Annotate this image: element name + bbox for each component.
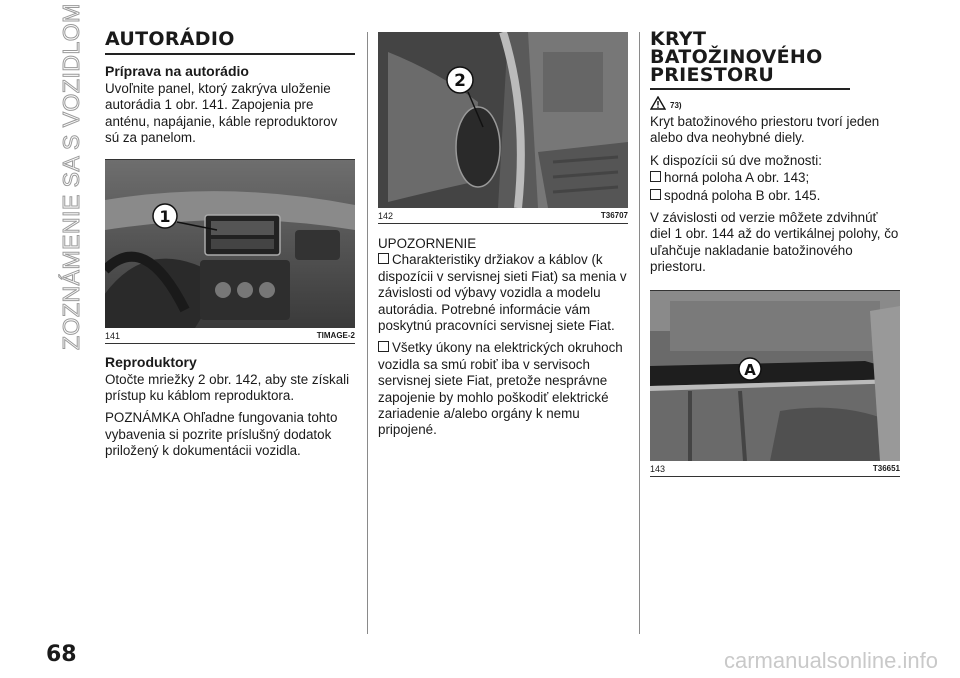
- warning-reference: [650, 96, 900, 110]
- warning-bullet: [378, 252, 628, 334]
- figure-141: [105, 159, 355, 344]
- list-item: [650, 188, 900, 204]
- bullet-text: Charakteristiky držiakov a káblov (k dispozícii v servisnej sieti Fiat) sa menia v závislosti od výbavy vozidla a modelu autorádia. Potrebné informácie vám poskytnú pracovníci servisnej siete Fiat.: [378, 252, 627, 334]
- checkbox-bullet-icon: [378, 341, 389, 352]
- figure-number: 141: [105, 330, 121, 341]
- figure-142: [378, 32, 628, 224]
- checkbox-bullet-icon: [378, 253, 389, 264]
- luggage-cover-photo: [650, 291, 900, 461]
- bullet-text: horná poloha A obr. 143;: [664, 170, 810, 186]
- dashboard-photo: [105, 160, 355, 328]
- checkbox-bullet-icon: [650, 171, 661, 182]
- paragraph: K dispozícii sú dve možnosti:: [650, 152, 822, 168]
- list-item: [650, 170, 900, 186]
- side-title-text: ZOZNÁMENIE SA S VOZIDLOM: [58, 3, 84, 350]
- column-divider: [639, 32, 640, 634]
- column-2: [378, 32, 628, 445]
- warning-title: UPOZORNENIE: [378, 236, 477, 251]
- column-3: [650, 30, 900, 477]
- figure-number: 143: [650, 463, 666, 474]
- subheading-reproduktory: Reproduktory: [105, 353, 197, 370]
- paragraph: Uvoľnite panel, ktorý zakrýva uloženie autorádia 1 obr. 141. Zapojenia pre anténu, napájanie, káble reproduktorov sú za panelom.: [105, 81, 338, 146]
- figure-marker-a: A: [744, 360, 756, 379]
- subheading-priprava: Príprava na autorádio: [105, 63, 249, 79]
- section-heading-kryt: KRYT BATOŽINOVÉHO PRIESTORU: [650, 30, 850, 90]
- paragraph-note: POZNÁMKA Ohľadne fungovania tohto vybavenia si pozrite príslušný dodatok priložený k dokumentácii vozidla.: [105, 410, 338, 459]
- warning-triangle-icon: [650, 96, 666, 110]
- figure-number: 142: [378, 211, 394, 221]
- column-1: [105, 30, 355, 466]
- paragraph: Otočte mriežky 2 obr. 142, aby ste získali prístup ku káblom reproduktora.: [105, 371, 350, 404]
- bullet-text: spodná poloha B obr. 145.: [664, 187, 821, 203]
- warning-ref-number: 73): [670, 101, 682, 110]
- side-section-title: [58, 3, 84, 350]
- checkbox-bullet-icon: [650, 189, 661, 200]
- warning-bullet: [378, 340, 628, 438]
- figure-code: T36707: [600, 211, 628, 220]
- column-divider: [367, 32, 368, 634]
- paragraph: Kryt batožinového priestoru tvorí jeden alebo dva neohybné diely.: [650, 114, 880, 146]
- figure-marker-1: 1: [159, 206, 171, 226]
- paragraph: V závislosti od verzie môžete zdvihnúť diel 1 obr. 144 až do vertikálnej polohy, čo uľahčuje nakladanie batožinového priestoru.: [650, 210, 899, 275]
- figure-code: TIMAGE-2: [316, 330, 355, 340]
- door-speaker-photo: [378, 32, 628, 208]
- watermark: carmanualsonline.info: [723, 648, 938, 673]
- figure-143: [650, 290, 900, 477]
- figure-code: T36651: [872, 463, 900, 473]
- page-number: 68: [46, 642, 77, 667]
- section-heading-autoradio: AUTORÁDIO: [105, 30, 355, 55]
- bullet-text: Všetky úkony na elektrických okruhoch vozidla sa smú robiť iba v servisoch servisnej siete Fiat, pretože nesprávne zapojenie by mohlo poškodiť elektrické zariadenie a/alebo orgány k nemu pripojené.: [378, 340, 623, 438]
- figure-marker-2: 2: [454, 71, 466, 91]
